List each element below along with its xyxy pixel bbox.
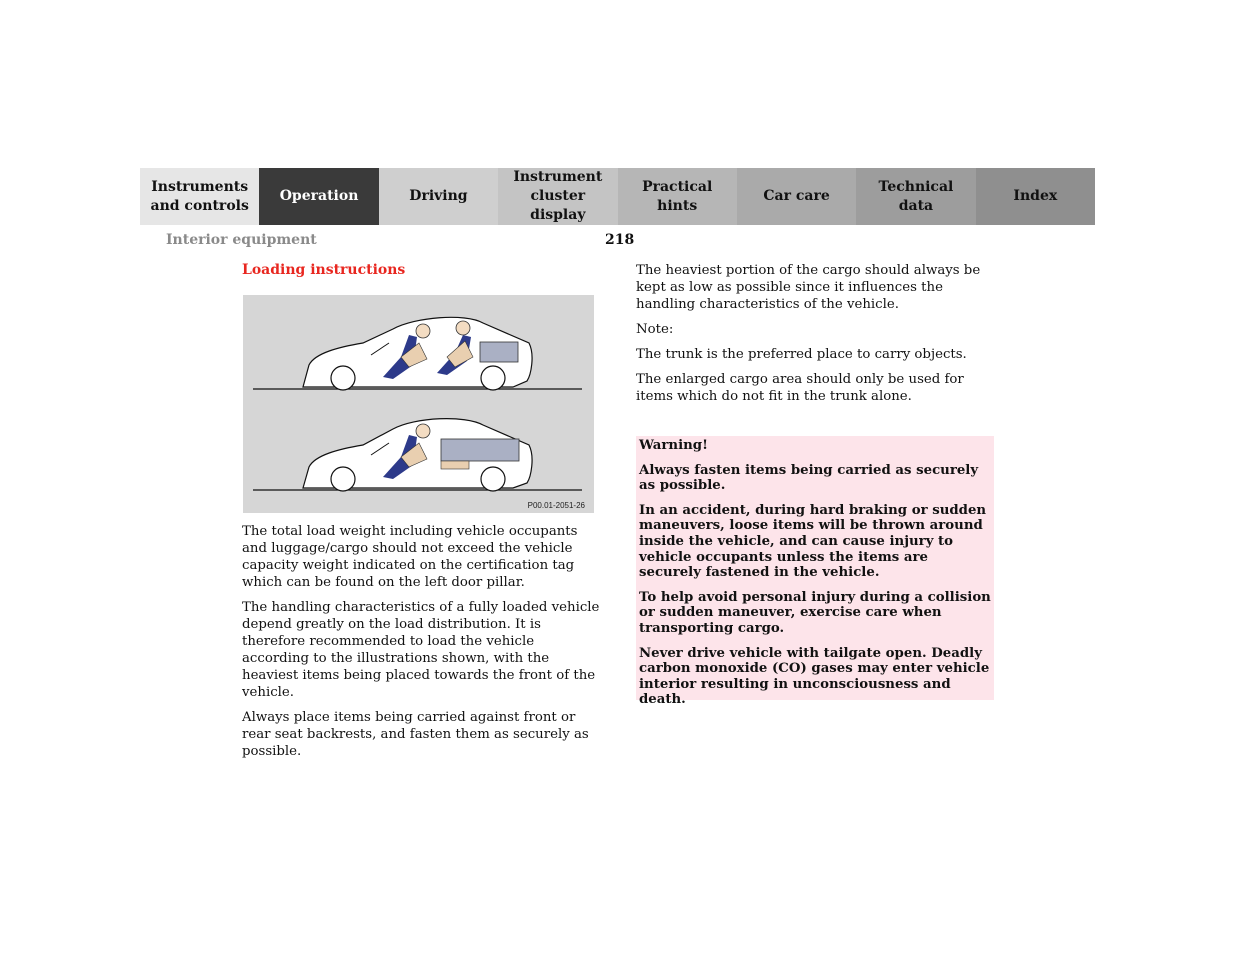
figure-code: P00.01-2051-26 [527, 501, 585, 510]
page-number: 218 [605, 232, 635, 248]
chapter-nav [140, 168, 1095, 225]
loading-illustration [243, 295, 594, 513]
paragraph-load-weight: The total load weight including vehicle occupants and luggage/cargo should not exceed the vehicle capacity weight indicated on the certification tag which can be found on the left door pillar. [242, 524, 578, 590]
warning-paragraph: Always fasten items being carried as securely as possible. [639, 462, 979, 494]
section-label: Interior equipment [166, 232, 317, 248]
paragraph-trunk: The trunk is the preferred place to carry objects. [636, 347, 967, 362]
warning-title: Warning! [639, 438, 708, 453]
warning-paragraph: In an accident, during hard braking or sudden maneuvers, loose items will be thrown around inside the vehicle, and can cause injury to vehicle occupants unless the items are securely fastened in the vehicle. [639, 502, 987, 581]
warning-paragraph: To help avoid personal injury during a collision or sudden maneuver, exercise care when transporting cargo. [639, 589, 991, 636]
tab-index[interactable]: Index [976, 168, 1095, 225]
tab-instrument-cluster-display[interactable]: Instrument cluster display [498, 168, 617, 225]
paragraph-heaviest-cargo: The heaviest portion of the cargo should always be kept as low as possible since it influences the handling characteristics of the vehicle. [636, 263, 981, 312]
tab-driving[interactable]: Driving [379, 168, 498, 225]
right-column [636, 262, 998, 413]
car-load-behind-rear-seats [253, 317, 582, 390]
tab-car-care[interactable]: Car care [737, 168, 856, 225]
tab-practical-hints[interactable]: Practical hints [618, 168, 737, 225]
car-load-enlarged-cargo [253, 419, 582, 491]
paragraph-handling: The handling characteristics of a fully loaded vehicle depend greatly on the load distribution. It is therefore recommended to load the vehicle according to the illustrations shown, with the heaviest items being placed towards the front of the vehicle. [242, 600, 600, 700]
warning-paragraph: Never drive vehicle with tailgate open. Deadly carbon monoxide (CO) gases may enter vehicle interior resulting in unconsciousness and death. [639, 645, 990, 708]
page-heading: Loading instructions [242, 262, 406, 278]
paragraph-backrests: Always place items being carried against front or rear seat backrests, and fasten them as securely as possible. [242, 710, 589, 759]
paragraph-enlarged-cargo: The enlarged cargo area should only be used for items which do not fit in the trunk alone. [636, 372, 964, 404]
tab-instruments-and-controls[interactable]: Instruments and controls [140, 168, 259, 225]
note-label: Note: [636, 322, 674, 337]
car-loading-diagram [243, 295, 594, 513]
left-column [242, 523, 602, 768]
tab-technical-data[interactable]: Technical data [856, 168, 975, 225]
tab-operation[interactable]: Operation [259, 168, 378, 225]
warning-box [636, 436, 994, 708]
